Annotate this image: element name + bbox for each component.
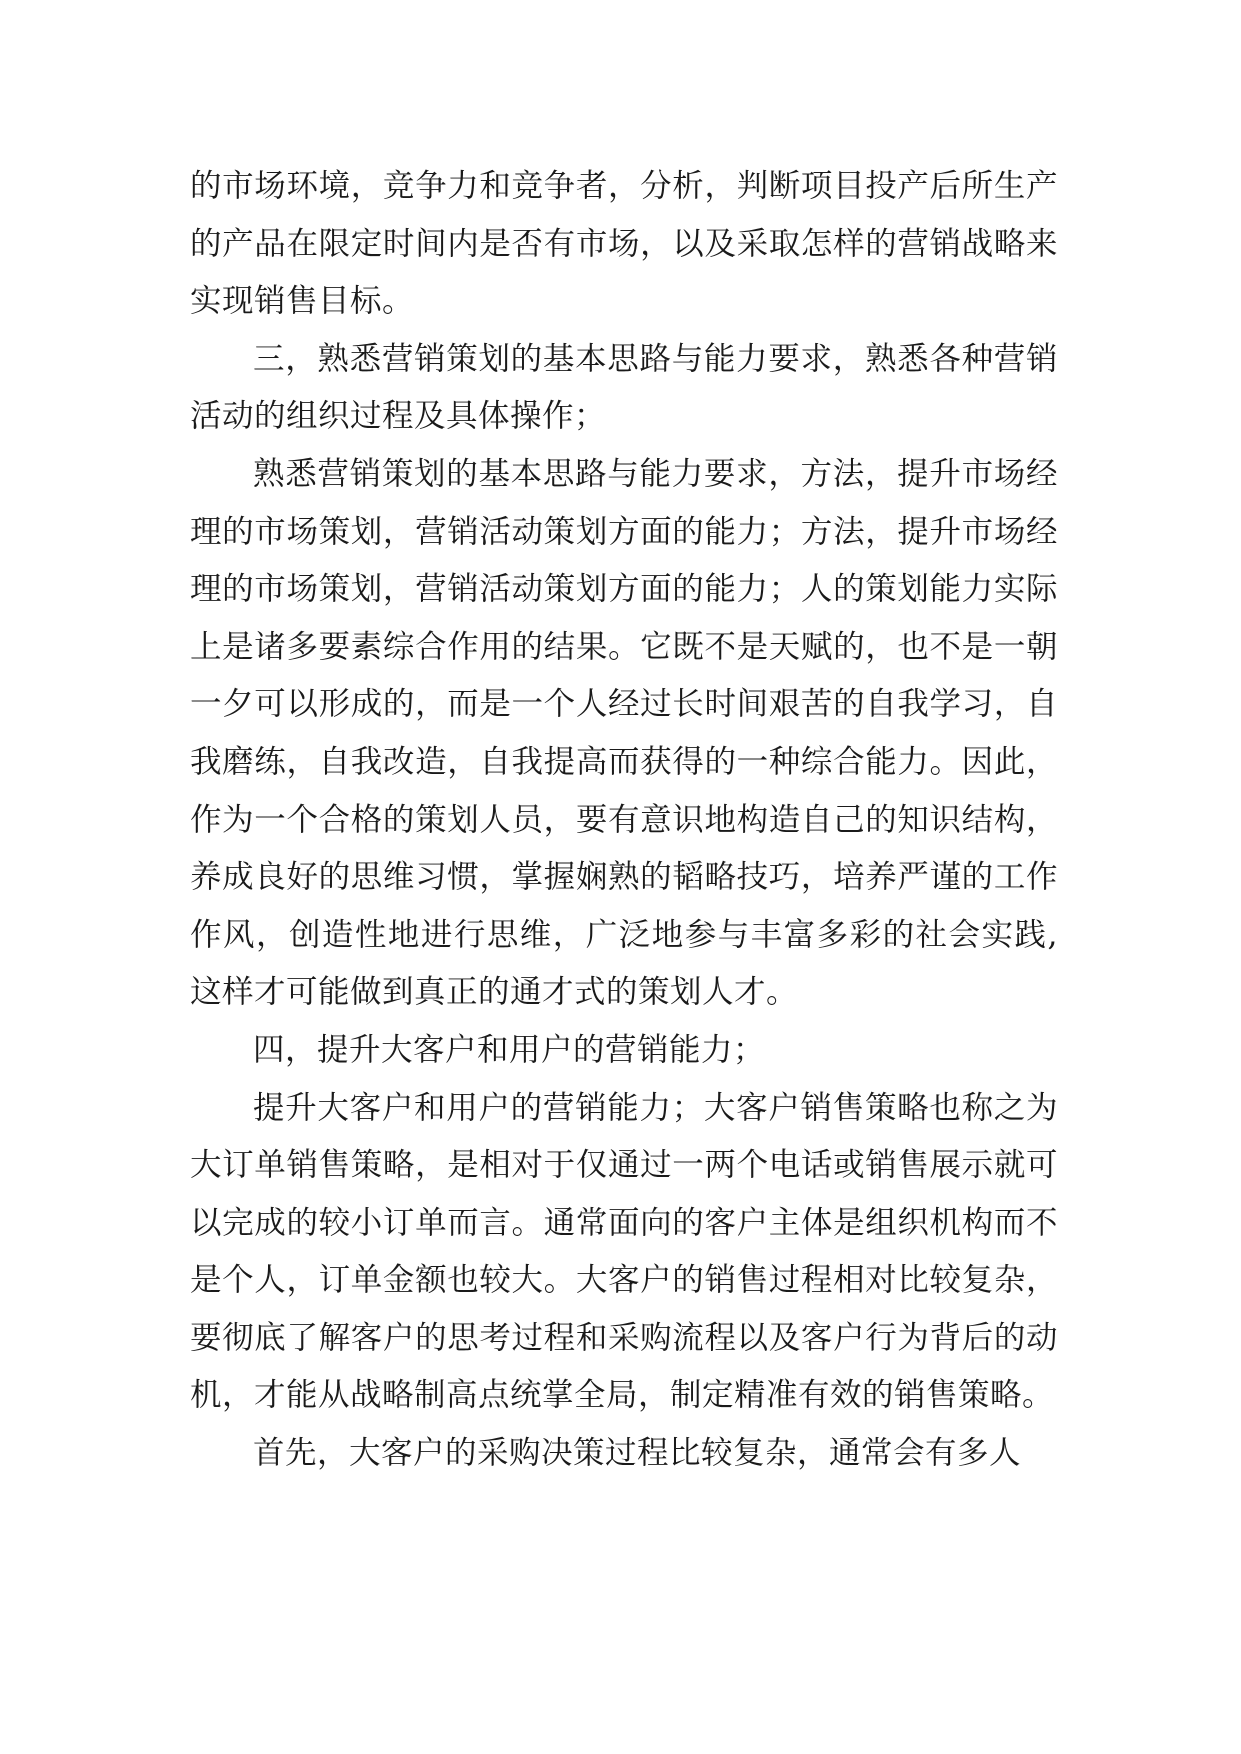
paragraph-planning-ability: 熟悉营销策划的基本思路与能力要求，方法，提升市场经理的市场策划，营销活动策划方面的能力；方法，提升市场经理的市场策划，营销活动策划方面的能力；人的策划能力实际上是诸多要素综合作用的结果。它既不是天赋的，也不是一朝一夕可以形成的，而是一个人经过长时间艰苦的自我学习，自我磨练，自我改造，自我提高而获得的一种综合能力。因此，作为一个合格的策划人员，要有意识地构造自己的知识结构，养成良好的思维习惯，掌握娴熟的韬略技巧，培养严谨的工作作风，创造性地进行思维，广泛地参与丰富多彩的社会实践,这样才可能做到真正的通才式的策划人才。 — [190, 455, 1058, 1011]
paragraph-continuation: 的市场环境，竞争力和竞争者，分析，判断项目投产后所生产的产品在限定时间内是否有市场，以及采取怎样的营销战略来实现销售目标。 — [190, 168, 1058, 320]
paragraph-heading-four: 四，提升大客户和用户的营销能力； — [253, 1031, 766, 1068]
paragraph-first-point: 首先，大客户的采购决策过程比较复杂，通常会有多人 — [253, 1435, 1022, 1472]
paragraph-heading-three: 三，熟悉营销策划的基本思路与能力要求，熟悉各种营销活动的组织过程及具体操作； — [190, 340, 1058, 435]
document-body — [190, 158, 1058, 1483]
paragraph-key-account-strategy: 提升大客户和用户的营销能力；大客户销售策略也称之为大订单销售策略，是相对于仅通过一两个电话或销售展示就可以完成的较小订单而言。通常面向的客户主体是组织机构而不是个人，订单金额也较大。大客户的销售过程相对比较复杂，要彻底了解客户的思考过程和采购流程以及客户行为背后的动机，才能从战略制高点统掌全局，制定精准有效的销售策略。 — [190, 1089, 1058, 1414]
